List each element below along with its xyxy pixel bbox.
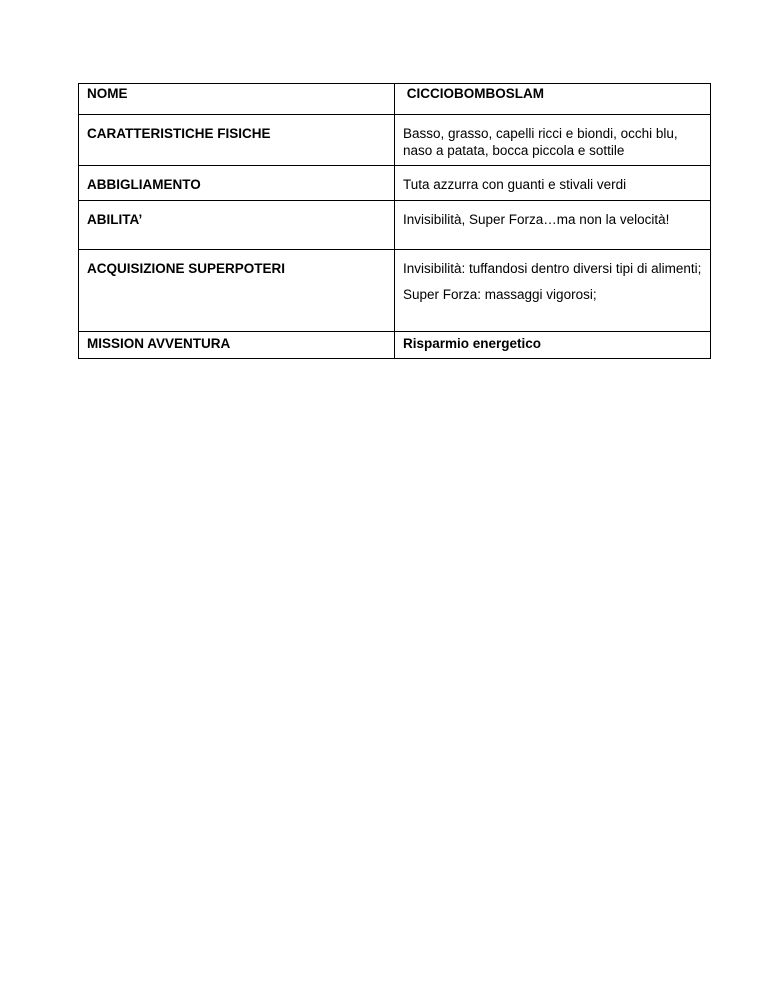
value-cell bbox=[395, 84, 711, 115]
table-row bbox=[79, 201, 711, 250]
row-label-abilita: ABILITA’ bbox=[87, 212, 143, 227]
value-cell bbox=[395, 332, 711, 359]
table-row bbox=[79, 84, 711, 115]
table-row bbox=[79, 115, 711, 166]
row-label-abbigliamento: ABBIGLIAMENTO bbox=[87, 177, 201, 192]
row-label-acquisizione: ACQUISIZIONE SUPERPOTERI bbox=[87, 261, 286, 276]
label-cell bbox=[79, 166, 395, 201]
label-cell bbox=[79, 332, 395, 359]
value-cell bbox=[395, 201, 711, 250]
row-value-mission: Risparmio energetico bbox=[403, 336, 542, 351]
row-value-abilita: Invisibilità, Super Forza…ma non la velocità! bbox=[403, 212, 670, 227]
value-cell bbox=[395, 166, 711, 201]
label-cell bbox=[79, 84, 395, 115]
value-cell bbox=[395, 115, 711, 166]
label-cell bbox=[79, 250, 395, 332]
row-value-acquisizione-superforza: Super Forza: massaggi vigorosi; bbox=[403, 287, 597, 302]
table-row bbox=[79, 250, 711, 332]
table-row bbox=[79, 166, 711, 201]
row-label-mission: MISSION AVVENTURA bbox=[87, 336, 231, 351]
row-value-nome: CICCIOBOMBOSLAM bbox=[403, 86, 544, 101]
value-cell bbox=[395, 250, 711, 332]
row-value-acquisizione-invisibilita: Invisibilità: tuffandosi dentro diversi tipi di alimenti; bbox=[403, 261, 702, 276]
row-label-nome: NOME bbox=[87, 86, 128, 101]
label-cell bbox=[79, 115, 395, 166]
row-value-caratteristiche: Basso, grasso, capelli ricci e biondi, occhi blu, naso a patata, bocca piccola e sottile bbox=[403, 126, 678, 158]
row-value-abbigliamento: Tuta azzurra con guanti e stivali verdi bbox=[403, 177, 627, 192]
label-cell bbox=[79, 201, 395, 250]
character-sheet-table bbox=[78, 83, 711, 359]
row-label-caratteristiche: CARATTERISTICHE FISICHE bbox=[87, 126, 271, 141]
table-row bbox=[79, 332, 711, 359]
